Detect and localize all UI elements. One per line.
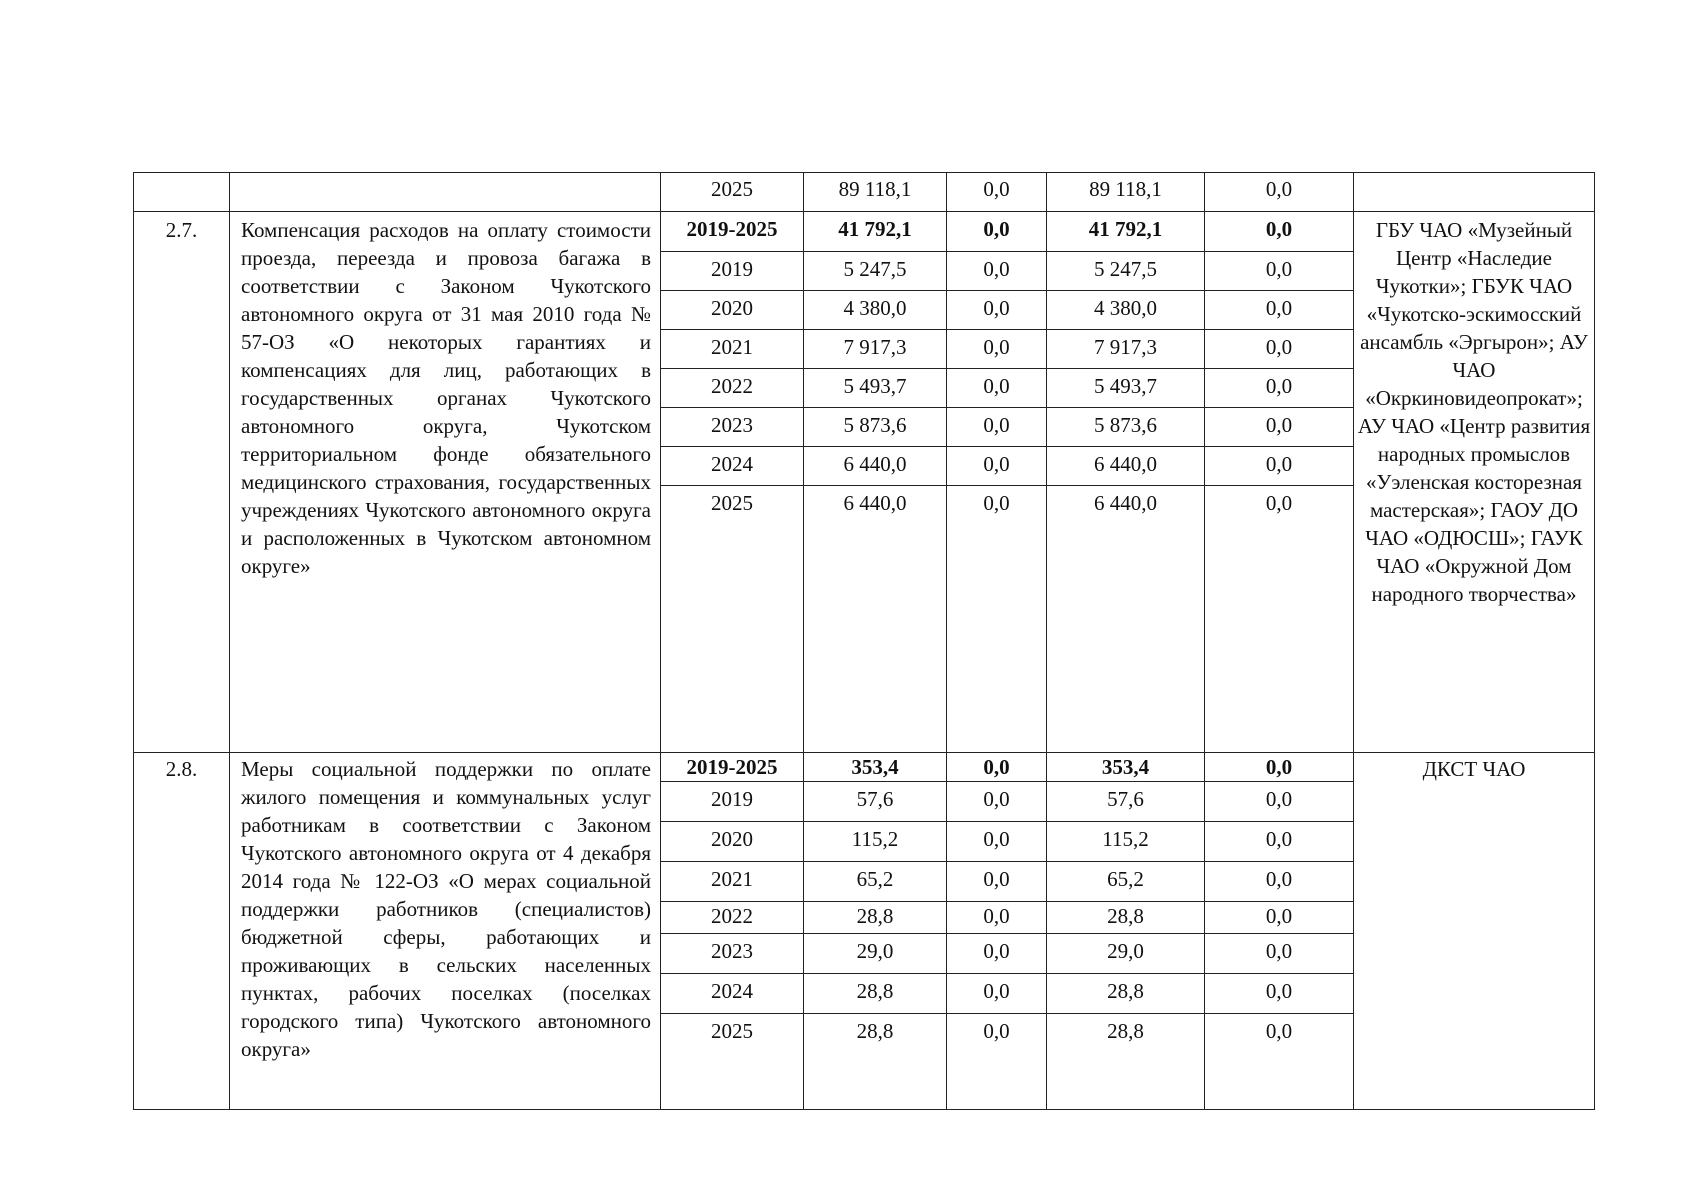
other-value: 0,0	[1205, 781, 1353, 821]
okrug-value: 28,8	[1047, 1013, 1204, 1053]
year-value: 2024	[661, 973, 803, 1013]
row-number-cell	[134, 212, 230, 753]
year-value: 2019	[661, 251, 803, 290]
total-value: 115,2	[804, 821, 946, 861]
total-value: 6 440,0	[804, 446, 946, 485]
year-cell	[661, 212, 804, 753]
federal-value: 0,0	[947, 973, 1046, 1013]
total-cell	[804, 173, 947, 212]
okrug-cell	[1047, 173, 1205, 212]
federal-list	[947, 753, 1046, 1053]
program-table	[133, 172, 1595, 1110]
row-number: 2.8.	[165, 757, 198, 781]
description-text: Меры социальной поддержки по оплате жилого помещения и коммунальных услуг работникам в соответствии с Законом Чукотского автономного округа от 4 декабря 2014 года № 122-ОЗ «О мерах социальной поддержки работников (специалистов) бюджетной сферы, работающих и проживающих в сельских населенных пунктах, рабочих поселках (поселках городского типа) Чукотского автономного округа»	[241, 757, 651, 1061]
other-value: 0,0	[1265, 217, 1293, 241]
other-value: 0,0	[1205, 901, 1353, 933]
total-value: 29,0	[804, 933, 946, 973]
executor-cell	[1354, 173, 1595, 212]
total-value: 5 493,7	[804, 368, 946, 407]
total-value: 28,8	[804, 1013, 946, 1053]
table-row	[134, 212, 1595, 753]
federal-cell	[947, 212, 1047, 753]
total-value: 28,8	[804, 901, 946, 933]
federal-value: 0,0	[947, 446, 1046, 485]
year-value: 2023	[661, 933, 803, 973]
okrug-cell	[1047, 212, 1205, 753]
other-value: 0,0	[1265, 177, 1293, 201]
other-value: 0,0	[1205, 821, 1353, 861]
other-value: 0,0	[1205, 861, 1353, 901]
other-value: 0,0	[1205, 368, 1353, 407]
year-value: 2025	[661, 485, 803, 524]
other-list	[1205, 753, 1353, 1053]
okrug-value: 7 917,3	[1047, 329, 1204, 368]
okrug-value: 65,2	[1047, 861, 1204, 901]
year-value: 2022	[661, 368, 803, 407]
federal-value: 0,0	[947, 901, 1046, 933]
other-cell	[1205, 753, 1354, 1110]
year-value: 2024	[661, 446, 803, 485]
other-value: 0,0	[1205, 329, 1353, 368]
other-value: 0,0	[1205, 933, 1353, 973]
okrug-value: 115,2	[1047, 821, 1204, 861]
year-value: 2019-2025	[686, 217, 778, 241]
total-value: 89 118,1	[838, 177, 912, 201]
year-value: 2023	[661, 407, 803, 446]
total-value: 65,2	[804, 861, 946, 901]
federal-value: 0,0	[947, 933, 1046, 973]
year-value: 2020	[661, 821, 803, 861]
federal-value: 0,0	[983, 217, 1010, 241]
federal-value: 0,0	[947, 1013, 1046, 1053]
okrug-value: 6 440,0	[1047, 485, 1204, 524]
other-list	[1205, 212, 1353, 524]
okrug-value: 353,4	[1101, 755, 1150, 779]
total-value: 7 917,3	[804, 329, 946, 368]
federal-cell	[947, 753, 1047, 1110]
table-row	[134, 173, 1595, 212]
other-value: 0,0	[1265, 755, 1293, 779]
okrug-value: 28,8	[1047, 901, 1204, 933]
total-list	[804, 212, 946, 524]
okrug-value: 29,0	[1047, 933, 1204, 973]
description-cell	[230, 753, 661, 1110]
total-value: 353,4	[851, 755, 899, 779]
year-cell	[661, 753, 804, 1110]
year-value: 2020	[661, 290, 803, 329]
table-row	[134, 753, 1595, 1110]
row-number-cell	[134, 173, 230, 212]
federal-value: 0,0	[947, 407, 1046, 446]
other-cell	[1205, 173, 1354, 212]
federal-value: 0,0	[947, 821, 1046, 861]
total-value: 5 247,5	[804, 251, 946, 290]
description-cell	[230, 173, 661, 212]
other-cell	[1205, 212, 1354, 753]
federal-value: 0,0	[947, 368, 1046, 407]
other-value: 0,0	[1205, 1013, 1353, 1053]
total-value: 5 873,6	[804, 407, 946, 446]
total-value: 6 440,0	[804, 485, 946, 524]
okrug-value: 5 493,7	[1047, 368, 1204, 407]
other-value: 0,0	[1205, 973, 1353, 1013]
federal-value: 0,0	[983, 755, 1010, 779]
row-number-cell	[134, 753, 230, 1110]
year-list	[661, 753, 803, 1053]
executor-cell	[1354, 753, 1595, 1110]
okrug-list	[1047, 212, 1204, 524]
year-value: 2025	[711, 177, 753, 201]
other-value: 0,0	[1205, 251, 1353, 290]
okrug-value: 28,8	[1047, 973, 1204, 1013]
okrug-value: 6 440,0	[1047, 446, 1204, 485]
executor-text: ГБУ ЧАО «Музейный Центр «Наследие Чукотки»; ГБУК ЧАО «Чукотско-эскимосский ансамбль «Эргырон»; АУ ЧАО «Окркиновидеопрокат»; АУ ЧАО «Центр развития народных промыслов «Уэленская косторезная мастерская»; ГАОУ ДО ЧАО «ОДЮСШ»; ГАУК ЧАО «Окружной Дом народного творчества»	[1357, 218, 1591, 606]
year-value: 2025	[661, 1013, 803, 1053]
federal-value: 0,0	[947, 861, 1046, 901]
row-number: 2.7.	[165, 218, 198, 242]
federal-value: 0,0	[947, 329, 1046, 368]
federal-value: 0,0	[947, 290, 1046, 329]
total-value: 57,6	[804, 781, 946, 821]
year-value: 2019	[661, 781, 803, 821]
total-value: 28,8	[804, 973, 946, 1013]
okrug-value: 5 247,5	[1047, 251, 1204, 290]
okrug-value: 41 792,1	[1088, 217, 1163, 241]
total-cell	[804, 753, 947, 1110]
total-cell	[804, 212, 947, 753]
description-text: Компенсация расходов на оплату стоимости проезда, переезда и провоза багажа в соответствии с Законом Чукотского автономного округа от 31 мая 2010 года № 57-ОЗ «О некоторых гарантиях и компенсациях для лиц, работающих в государственных органах Чукотского автономного округа, Чукотском территориальном фонде обязательного медицинского страхования, государственных учреждениях Чукотского автономного округа и расположенных в Чукотском автономном округе»	[241, 218, 651, 578]
federal-list	[947, 212, 1046, 524]
other-value: 0,0	[1205, 290, 1353, 329]
okrug-value: 89 118,1	[1089, 177, 1162, 201]
federal-value: 0,0	[947, 251, 1046, 290]
description-cell	[230, 212, 661, 753]
total-list	[804, 753, 946, 1053]
total-value: 41 792,1	[838, 217, 912, 241]
executor-cell	[1354, 212, 1595, 753]
year-value: 2019-2025	[686, 755, 778, 779]
year-value: 2021	[661, 329, 803, 368]
year-cell	[661, 173, 804, 212]
other-value: 0,0	[1205, 485, 1353, 524]
total-value: 4 380,0	[804, 290, 946, 329]
federal-value: 0,0	[947, 781, 1046, 821]
other-value: 0,0	[1205, 446, 1353, 485]
okrug-list	[1047, 753, 1204, 1053]
other-value: 0,0	[1205, 407, 1353, 446]
okrug-value: 5 873,6	[1047, 407, 1204, 446]
okrug-cell	[1047, 753, 1205, 1110]
year-value: 2022	[661, 901, 803, 933]
year-list	[661, 212, 803, 524]
federal-value: 0,0	[947, 485, 1046, 524]
year-value: 2021	[661, 861, 803, 901]
okrug-value: 4 380,0	[1047, 290, 1204, 329]
federal-value: 0,0	[983, 177, 1010, 201]
federal-cell	[947, 173, 1047, 212]
executor-text: ДКСТ ЧАО	[1422, 757, 1526, 781]
okrug-value: 57,6	[1047, 781, 1204, 821]
